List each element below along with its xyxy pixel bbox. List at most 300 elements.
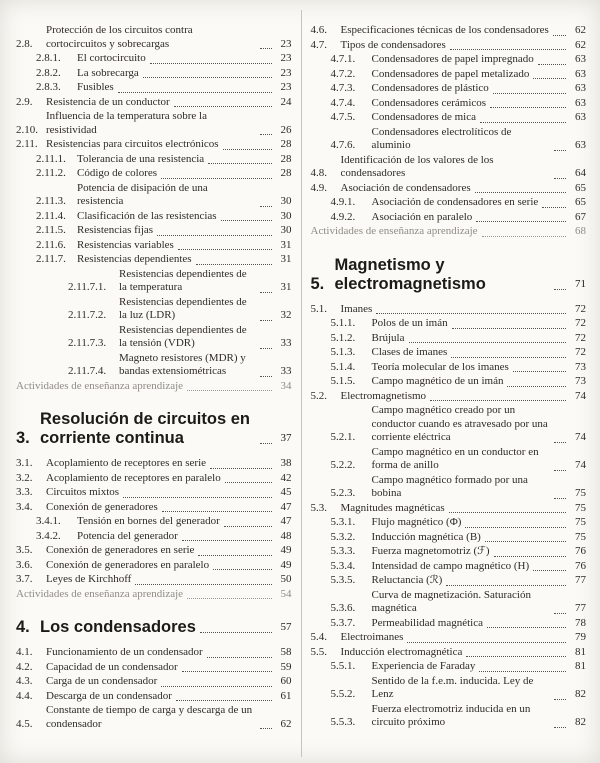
entry-number: 2.8.	[16, 37, 33, 50]
dot-leader	[135, 584, 271, 585]
dot-leader	[409, 342, 567, 343]
entry-page-number: 79	[575, 631, 586, 643]
dot-leader	[123, 497, 271, 498]
entry-page-number: 72	[575, 346, 586, 358]
entry-number: 4.7.3.	[330, 82, 356, 94]
toc-column-right	[311, 24, 587, 755]
toc-entry	[311, 531, 587, 545]
entry-title: Condensadores de papel metalizado	[371, 67, 530, 80]
toc-entry	[16, 296, 292, 323]
toc-entry	[16, 457, 292, 471]
entry-page-number: 58	[280, 646, 292, 658]
toc-entry	[311, 303, 587, 317]
entry-page-number: 63	[575, 139, 586, 151]
entry-title: Condensadores de plástico	[371, 82, 489, 94]
entry-number: 2.11.1.	[36, 152, 66, 165]
entry-page-number: 63	[575, 96, 586, 109]
dot-leader	[198, 555, 271, 556]
toc-entry	[311, 154, 587, 181]
entry-title: Código de colores	[77, 167, 158, 179]
entry-number: 5.2.3.	[330, 487, 356, 499]
entry-number: 5.3.1.	[330, 516, 356, 528]
dot-leader	[554, 289, 566, 290]
toc-entry	[311, 53, 587, 67]
entry-title: Actividades de enseñanza aprendizaje	[310, 225, 478, 237]
dot-leader	[207, 657, 272, 658]
toc-entry	[16, 81, 292, 95]
toc-entry	[16, 472, 292, 486]
toc-entry	[311, 332, 587, 346]
dot-leader	[554, 498, 566, 499]
dot-leader	[449, 512, 566, 513]
toc-entry	[16, 268, 292, 295]
entry-page-number: 64	[575, 167, 586, 179]
toc-entry	[311, 361, 587, 375]
toc-column-left	[16, 24, 292, 755]
entry-number: 3.4.1.	[36, 515, 61, 527]
entry-title: Magnetismo y electromagnetismo	[334, 255, 486, 293]
dot-leader	[260, 292, 272, 293]
entry-page-number: 42	[280, 471, 292, 484]
entry-number: 2.11.3.	[36, 195, 66, 207]
entry-title: Campo magnético formado por una bobina	[371, 473, 528, 499]
toc-entry	[16, 224, 292, 238]
entry-page-number: 23	[280, 66, 292, 79]
toc-entry	[16, 253, 292, 267]
dot-leader	[554, 150, 566, 151]
entry-title: Condensadores de papel impregnado	[371, 53, 534, 65]
entry-title: Resistencias dependientes	[77, 253, 192, 265]
entry-number: 2.8.2.	[36, 66, 61, 79]
entry-number: 2.11.7.3.	[68, 337, 107, 349]
entry-page-number: 75	[575, 501, 586, 514]
toc-entry	[16, 530, 292, 544]
entry-title: Acoplamiento de receptores en serie	[46, 457, 207, 469]
entry-number: 5.1.3.	[330, 346, 356, 358]
entry-title: Conexión de generadores en serie	[46, 544, 195, 556]
entry-title: Campo magnético creado por un conductor cuando es atravesado por una corriente eléctrica	[371, 404, 548, 443]
entry-number: 5.5.2.	[330, 688, 356, 700]
entry-title: Asociación de condensadores en serie	[371, 196, 539, 208]
entry-page-number: 31	[280, 253, 292, 265]
dot-leader	[260, 134, 272, 135]
toc-entry	[311, 390, 587, 404]
entry-title: Inducción magnética (B)	[371, 530, 481, 543]
entry-page-number: 34	[280, 379, 292, 392]
toc-entry	[16, 675, 292, 689]
entry-page-number: 65	[575, 196, 586, 208]
entry-page-number: 54	[280, 587, 292, 600]
entry-title: Conexión de generadores en paralelo	[46, 558, 210, 571]
dot-leader	[210, 468, 271, 469]
entry-page-number: 63	[575, 111, 586, 123]
entry-number: 5.1.	[310, 302, 327, 315]
entry-number: 2.8.3.	[36, 81, 61, 93]
dot-leader	[446, 585, 566, 586]
entry-title: Fusibles	[77, 81, 114, 93]
entry-page-number: 74	[575, 459, 586, 471]
entry-number: 5.3.4.	[330, 559, 356, 572]
toc-entry	[16, 153, 292, 167]
toc-activities-entry	[16, 380, 292, 394]
entry-page-number: 38	[280, 457, 292, 469]
dot-leader	[476, 221, 566, 222]
entry-title: Fuerza electromotriz inducida en un circuito próximo	[371, 702, 531, 728]
entry-page-number: 76	[575, 545, 586, 557]
entry-title: Inducción electromagnética	[340, 645, 463, 658]
dot-leader	[407, 642, 566, 643]
dot-leader	[260, 728, 272, 729]
entry-title: Condensadores electrolíticos de aluminio	[371, 125, 512, 151]
entry-number: 2.11.2.	[36, 167, 66, 179]
entry-number: 5.	[310, 274, 325, 293]
toc-entry	[311, 126, 587, 153]
entry-title: Resistencia de un conductor	[46, 95, 170, 108]
entry-number: 3.6.	[16, 558, 33, 571]
entry-page-number: 82	[575, 716, 586, 728]
entry-title: Leyes de Kirchhoff	[46, 573, 132, 585]
dot-leader	[157, 235, 271, 236]
toc-chapter-heading	[311, 256, 587, 294]
entry-number: 2.11.7.1.	[68, 281, 107, 293]
dot-leader	[490, 107, 566, 108]
entry-page-number: 62	[575, 38, 586, 51]
dot-leader	[507, 386, 566, 387]
entry-title: Clases de imanes	[371, 346, 448, 358]
entry-page-number: 45	[280, 486, 292, 498]
entry-title: Sentido de la f.e.m. inducida. Ley de Lenz	[371, 674, 534, 700]
toc-entry	[311, 545, 587, 559]
entry-number: 5.1.4.	[330, 360, 356, 373]
toc-entry	[311, 317, 587, 331]
entry-title: Resistencias para circuitos electrónicos	[46, 138, 219, 150]
entry-title: Constante de tiempo de carga y descarga de un condensador	[46, 704, 253, 730]
entry-title: La sobrecarga	[77, 66, 139, 79]
entry-page-number: 50	[280, 573, 292, 585]
dot-leader	[482, 236, 566, 237]
entry-page-number: 63	[575, 53, 586, 65]
dot-leader	[554, 470, 566, 471]
dot-leader	[176, 700, 272, 701]
dot-leader	[466, 656, 566, 657]
entry-page-number: 28	[280, 167, 292, 179]
entry-title: Potencia del generador	[77, 529, 178, 542]
dot-leader	[542, 207, 566, 208]
entry-page-number: 76	[575, 559, 586, 572]
entry-number: 3.1.	[16, 457, 33, 469]
entry-number: 2.11.4.	[36, 209, 66, 222]
dot-leader	[187, 598, 271, 599]
entry-page-number: 28	[280, 152, 292, 165]
dot-leader	[260, 376, 272, 377]
entry-title: Reluctancia (ℛ)	[371, 574, 443, 586]
entry-number: 2.11.5.	[36, 224, 66, 236]
entry-title: Resistencias fijas	[77, 224, 154, 236]
entry-title: Actividades de enseñanza aprendizaje	[16, 379, 184, 392]
entry-title: Flujo magnético (Φ)	[371, 516, 462, 528]
entry-title: Polos de un imán	[371, 317, 448, 329]
toc-entry	[311, 68, 587, 82]
entry-number: 3.5.	[16, 544, 33, 556]
dot-leader	[494, 556, 567, 557]
entry-title: Capacidad de un condensador	[46, 660, 178, 673]
entry-number: 2.8.1.	[36, 52, 61, 64]
entry-title: El cortocircuito	[77, 52, 146, 64]
entry-page-number: 48	[280, 529, 292, 542]
dot-leader	[260, 206, 272, 207]
toc-entry	[311, 703, 587, 730]
entry-number: 4.7.2.	[330, 67, 356, 80]
entry-page-number: 73	[575, 360, 586, 373]
entry-page-number: 32	[280, 309, 292, 321]
entry-number: 5.2.	[310, 389, 327, 402]
toc-entry	[311, 474, 587, 501]
entry-title: Campo magnético en un conductor en forma de anillo	[371, 445, 539, 471]
entry-page-number: 82	[575, 688, 586, 700]
dot-leader	[174, 106, 272, 107]
entry-title: Asociación de condensadores	[340, 181, 471, 194]
entry-page-number: 49	[280, 558, 292, 571]
dot-leader	[224, 526, 272, 527]
entry-page-number: 74	[575, 389, 586, 402]
entry-page-number: 81	[575, 660, 586, 672]
entry-page-number: 23	[280, 52, 292, 64]
entry-title: Tensión en bornes del generador	[77, 515, 220, 527]
entry-page-number: 65	[575, 181, 586, 194]
dot-leader	[260, 320, 272, 321]
entry-page-number: 68	[575, 225, 586, 237]
toc-activities-entry	[16, 588, 292, 602]
toc-entry	[16, 559, 292, 573]
entry-title: Brújula	[371, 331, 405, 344]
entry-number: 5.3.3.	[330, 545, 356, 557]
entry-number: 2.11.7.4.	[68, 365, 107, 377]
entry-title: Fuerza magnetomotriz (ℱ)	[371, 545, 490, 557]
dot-leader	[485, 541, 566, 542]
dot-leader	[450, 49, 566, 50]
dot-leader	[260, 348, 272, 349]
dot-leader	[161, 178, 271, 179]
entry-number: 3.4.	[16, 500, 33, 513]
entry-page-number: 74	[575, 431, 586, 443]
dot-leader	[225, 482, 272, 483]
toc-entry	[311, 560, 587, 574]
dot-leader	[554, 727, 566, 728]
entry-number: 5.3.	[310, 501, 327, 514]
entry-page-number: 26	[280, 123, 292, 136]
entry-number: 4.7.6.	[330, 139, 356, 151]
dot-leader	[208, 163, 271, 164]
toc-entry	[16, 182, 292, 209]
toc-entry	[311, 446, 587, 473]
entry-number: 3.7.	[16, 573, 33, 585]
dot-leader	[475, 192, 566, 193]
entry-number: 4.9.1.	[330, 196, 356, 208]
dot-leader	[161, 686, 271, 687]
toc-entry	[311, 24, 587, 38]
entry-page-number: 72	[575, 302, 586, 315]
entry-page-number: 60	[280, 675, 292, 687]
toc-activities-entry	[311, 225, 587, 239]
toc-entry	[16, 210, 292, 224]
entry-number: 5.2.2.	[330, 459, 356, 471]
entry-title: Experiencia de Faraday	[371, 660, 476, 672]
dot-leader	[196, 264, 272, 265]
toc-entry	[16, 110, 292, 137]
toc-entry	[16, 573, 292, 587]
entry-number: 5.3.5.	[330, 574, 356, 586]
toc-entry	[311, 660, 587, 674]
toc-entry	[311, 211, 587, 225]
toc-entry	[16, 704, 292, 731]
entry-page-number: 63	[575, 82, 586, 94]
toc-entry	[16, 661, 292, 675]
entry-page-number: 72	[575, 317, 586, 329]
dot-leader	[554, 613, 566, 614]
dot-leader	[221, 220, 272, 221]
entry-number: 5.5.1.	[330, 660, 356, 672]
dot-leader	[200, 632, 272, 633]
entry-title: Circuitos mixtos	[46, 486, 120, 498]
entry-title: Teoría molecular de los imanes	[371, 360, 509, 373]
toc-entry	[311, 574, 587, 588]
toc-entry	[311, 182, 587, 196]
entry-title: Protección de los circuitos contra cortocircuitos y sobrecargas	[46, 24, 193, 50]
toc-entry	[16, 544, 292, 558]
dot-leader	[213, 569, 271, 570]
entry-title: Resistencias variables	[77, 238, 174, 251]
entry-title: Identificación de los valores de los condensadores	[340, 153, 494, 179]
entry-page-number: 61	[280, 689, 292, 702]
entry-title: Electroimanes	[340, 631, 404, 643]
entry-title: Potencia de disipación de una resistencia	[77, 181, 208, 207]
entry-number: 4.2.	[16, 660, 33, 673]
entry-page-number: 30	[280, 224, 292, 236]
dot-leader	[554, 699, 566, 700]
toc-entry	[311, 375, 587, 389]
entry-title: Magnitudes magnéticas	[340, 501, 445, 514]
toc-entry	[311, 617, 587, 631]
entry-page-number: 62	[575, 24, 586, 36]
dot-leader	[493, 93, 566, 94]
toc-entry	[311, 196, 587, 210]
entry-page-number: 57	[280, 621, 292, 633]
entry-number: 2.11.7.2.	[68, 309, 107, 321]
entry-page-number: 73	[575, 375, 586, 387]
entry-number: 3.3.	[16, 486, 33, 498]
entry-page-number: 24	[280, 95, 292, 108]
dot-leader	[538, 64, 566, 65]
entry-page-number: 30	[280, 209, 292, 222]
entry-title: Curva de magnetización. Saturación magnética	[371, 588, 531, 614]
entry-number: 5.1.5.	[330, 375, 356, 387]
toc-entry	[16, 239, 292, 253]
toc-entry	[311, 589, 587, 616]
entry-page-number: 63	[575, 67, 586, 80]
toc-entry	[311, 346, 587, 360]
entry-title: Campo magnético de un imán	[371, 375, 504, 387]
entry-page-number: 72	[575, 331, 586, 344]
entry-page-number: 49	[280, 544, 292, 556]
entry-page-number: 77	[575, 574, 586, 586]
toc-entry	[16, 515, 292, 529]
entry-page-number: 67	[575, 210, 586, 223]
entry-number: 4.3.	[16, 675, 33, 687]
dot-leader	[554, 442, 566, 443]
dot-leader	[187, 390, 271, 391]
entry-number: 5.5.	[310, 645, 327, 658]
entry-title: Resolución de circuitos en corriente continua	[40, 410, 250, 447]
entry-title: Clasificación de las resistencias	[77, 209, 217, 222]
entry-page-number: 30	[280, 195, 292, 207]
entry-title: Descarga de un condensador	[46, 689, 172, 702]
entry-title: Actividades de enseñanza aprendizaje	[16, 587, 184, 600]
entry-number: 5.5.3.	[330, 716, 356, 728]
toc-entry	[16, 486, 292, 500]
entry-page-number: 75	[575, 530, 586, 543]
toc-entry	[16, 167, 292, 181]
entry-number: 4.8.	[310, 167, 327, 179]
entry-title: Imanes	[340, 302, 373, 315]
dot-leader	[452, 328, 566, 329]
dot-leader	[162, 511, 272, 512]
toc-entry	[311, 516, 587, 530]
dot-leader	[479, 671, 566, 672]
toc-entry	[16, 352, 292, 379]
entry-page-number: 62	[280, 717, 292, 730]
toc-entry	[16, 690, 292, 704]
dot-leader	[178, 249, 272, 250]
dot-leader	[554, 178, 566, 179]
entry-page-number: 47	[280, 500, 292, 513]
toc-entry	[311, 111, 587, 125]
entry-number: 4.	[16, 618, 30, 636]
toc-entry	[16, 324, 292, 351]
entry-title: Electromagnetismo	[340, 389, 427, 402]
toc-entry	[16, 52, 292, 66]
dot-leader	[150, 63, 272, 64]
entry-number: 4.4.	[16, 689, 33, 702]
dot-leader	[513, 371, 566, 372]
toc-entry	[311, 82, 587, 96]
entry-title: Asociación en paralelo	[371, 210, 473, 223]
entry-title: Carga de un condensador	[46, 675, 158, 687]
entry-page-number: 75	[575, 487, 586, 499]
dot-leader	[465, 527, 566, 528]
entry-page-number: 81	[575, 645, 586, 658]
dot-leader	[143, 77, 272, 78]
entry-title: Los condensadores	[40, 618, 196, 636]
entry-page-number: 33	[280, 337, 292, 349]
entry-number: 4.6.	[310, 24, 327, 36]
entry-number: 2.10.	[16, 123, 38, 136]
dot-leader	[182, 540, 272, 541]
entry-number: 3.	[16, 429, 30, 447]
entry-number: 5.2.1.	[330, 431, 356, 443]
toc-entry	[311, 502, 587, 516]
entry-title: Permeabilidad magnética	[371, 616, 483, 629]
entry-title: Tipos de condensadores	[340, 38, 446, 51]
column-divider	[301, 10, 302, 757]
entry-page-number: 78	[575, 616, 586, 629]
entry-title: Intensidad de campo magnético (H)	[371, 559, 530, 572]
entry-page-number: 77	[575, 602, 586, 614]
toc-entry	[311, 631, 587, 645]
entry-number: 5.1.2.	[330, 331, 356, 344]
entry-page-number: 23	[280, 81, 292, 93]
entry-number: 4.1.	[16, 646, 33, 658]
entry-title: Resistencias dependientes de la tensión (VDR)	[119, 323, 247, 349]
